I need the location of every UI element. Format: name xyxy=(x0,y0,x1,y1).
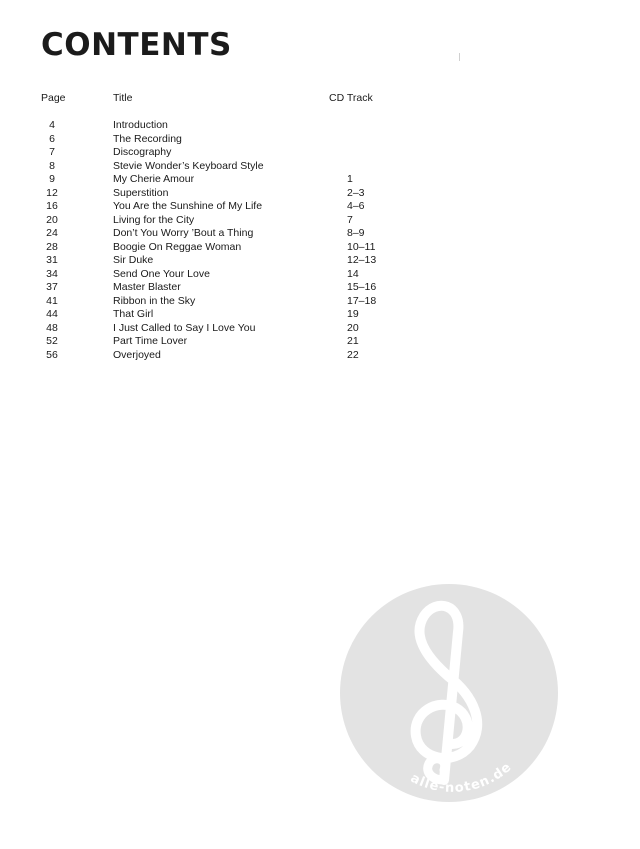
row-cd-track: 21 xyxy=(347,335,359,347)
row-page-number: 56 xyxy=(46,348,58,361)
row-title: Discography xyxy=(113,146,172,158)
row-cd-track: 12–13 xyxy=(347,254,377,266)
row-page-number: 20 xyxy=(46,213,58,226)
contents-row xyxy=(0,322,640,336)
row-page-number: 37 xyxy=(46,281,58,293)
contents-row xyxy=(0,173,640,187)
row-cd-track: 7 xyxy=(347,213,353,226)
contents-row xyxy=(0,119,640,133)
contents-row xyxy=(0,160,640,174)
contents-row xyxy=(0,227,640,241)
row-title: Superstition xyxy=(113,186,169,199)
contents-row xyxy=(0,349,640,363)
row-page-number: 44 xyxy=(46,308,58,320)
row-page-number: 41 xyxy=(46,294,58,307)
row-cd-track: 14 xyxy=(347,267,359,280)
contents-row xyxy=(0,268,640,282)
row-title: Stevie Wonder’s Keyboard Style xyxy=(113,159,264,172)
contents-row xyxy=(0,133,640,147)
row-cd-track: 15–16 xyxy=(347,281,377,293)
row-cd-track: 1 xyxy=(347,173,353,185)
contents-row xyxy=(0,214,640,228)
row-title: The Recording xyxy=(113,132,182,145)
row-title: Master Blaster xyxy=(113,281,181,293)
row-page-number: 24 xyxy=(46,227,58,239)
row-page-number: 52 xyxy=(46,335,58,347)
row-page-number: 6 xyxy=(49,132,55,145)
row-title: Sir Duke xyxy=(113,254,154,266)
row-title: That Girl xyxy=(113,308,154,320)
row-cd-track: 8–9 xyxy=(347,227,365,239)
row-page-number: 48 xyxy=(46,321,58,334)
stray-mark xyxy=(459,53,460,61)
row-title: You Are the Sunshine of My Life xyxy=(113,200,263,212)
row-cd-track: 10–11 xyxy=(347,240,376,253)
row-page-number: 12 xyxy=(46,186,58,199)
watermark-text-path: alle-noten.de xyxy=(407,759,515,796)
contents-table xyxy=(0,92,640,362)
contents-row xyxy=(0,281,640,295)
contents-row xyxy=(0,308,640,322)
contents-row xyxy=(0,187,640,201)
row-page-number: 34 xyxy=(46,267,58,280)
contents-row xyxy=(0,254,640,268)
row-title: My Cherie Amour xyxy=(113,173,195,185)
contents-header-row xyxy=(0,92,640,106)
row-page-number: 31 xyxy=(46,254,58,266)
header-cd-track: CD Track xyxy=(329,92,373,104)
row-title: Ribbon in the Sky xyxy=(113,294,196,307)
row-title: Introduction xyxy=(113,119,168,131)
row-title: Overjoyed xyxy=(113,348,161,361)
row-cd-track: 17–18 xyxy=(347,294,377,307)
row-page-number: 9 xyxy=(49,173,55,185)
row-title: Part Time Lover xyxy=(113,335,188,347)
page-title: CONTENTS xyxy=(41,27,232,63)
contents-row xyxy=(0,146,640,160)
contents-rows xyxy=(0,119,640,362)
contents-row xyxy=(0,200,640,214)
row-cd-track: 2–3 xyxy=(347,186,365,199)
row-page-number: 8 xyxy=(49,159,55,172)
watermark-logo xyxy=(340,584,558,802)
row-title: Don’t You Worry ’Bout a Thing xyxy=(113,227,254,239)
row-cd-track: 22 xyxy=(347,348,359,361)
row-cd-track: 19 xyxy=(347,308,359,320)
row-page-number: 28 xyxy=(46,240,58,253)
contents-row xyxy=(0,335,640,349)
row-title: Living for the City xyxy=(113,213,195,226)
row-title: I Just Called to Say I Love You xyxy=(113,321,256,334)
contents-row xyxy=(0,241,640,255)
row-page-number: 4 xyxy=(49,119,55,131)
header-title: Title xyxy=(113,92,133,104)
row-page-number: 7 xyxy=(49,146,55,158)
row-title: Boogie On Reggae Woman xyxy=(113,240,242,253)
row-cd-track: 4–6 xyxy=(347,200,365,212)
row-title: Send One Your Love xyxy=(113,267,210,280)
row-cd-track: 20 xyxy=(347,321,359,334)
row-page-number: 16 xyxy=(46,200,58,212)
header-page: Page xyxy=(41,92,66,104)
contents-row xyxy=(0,295,640,309)
